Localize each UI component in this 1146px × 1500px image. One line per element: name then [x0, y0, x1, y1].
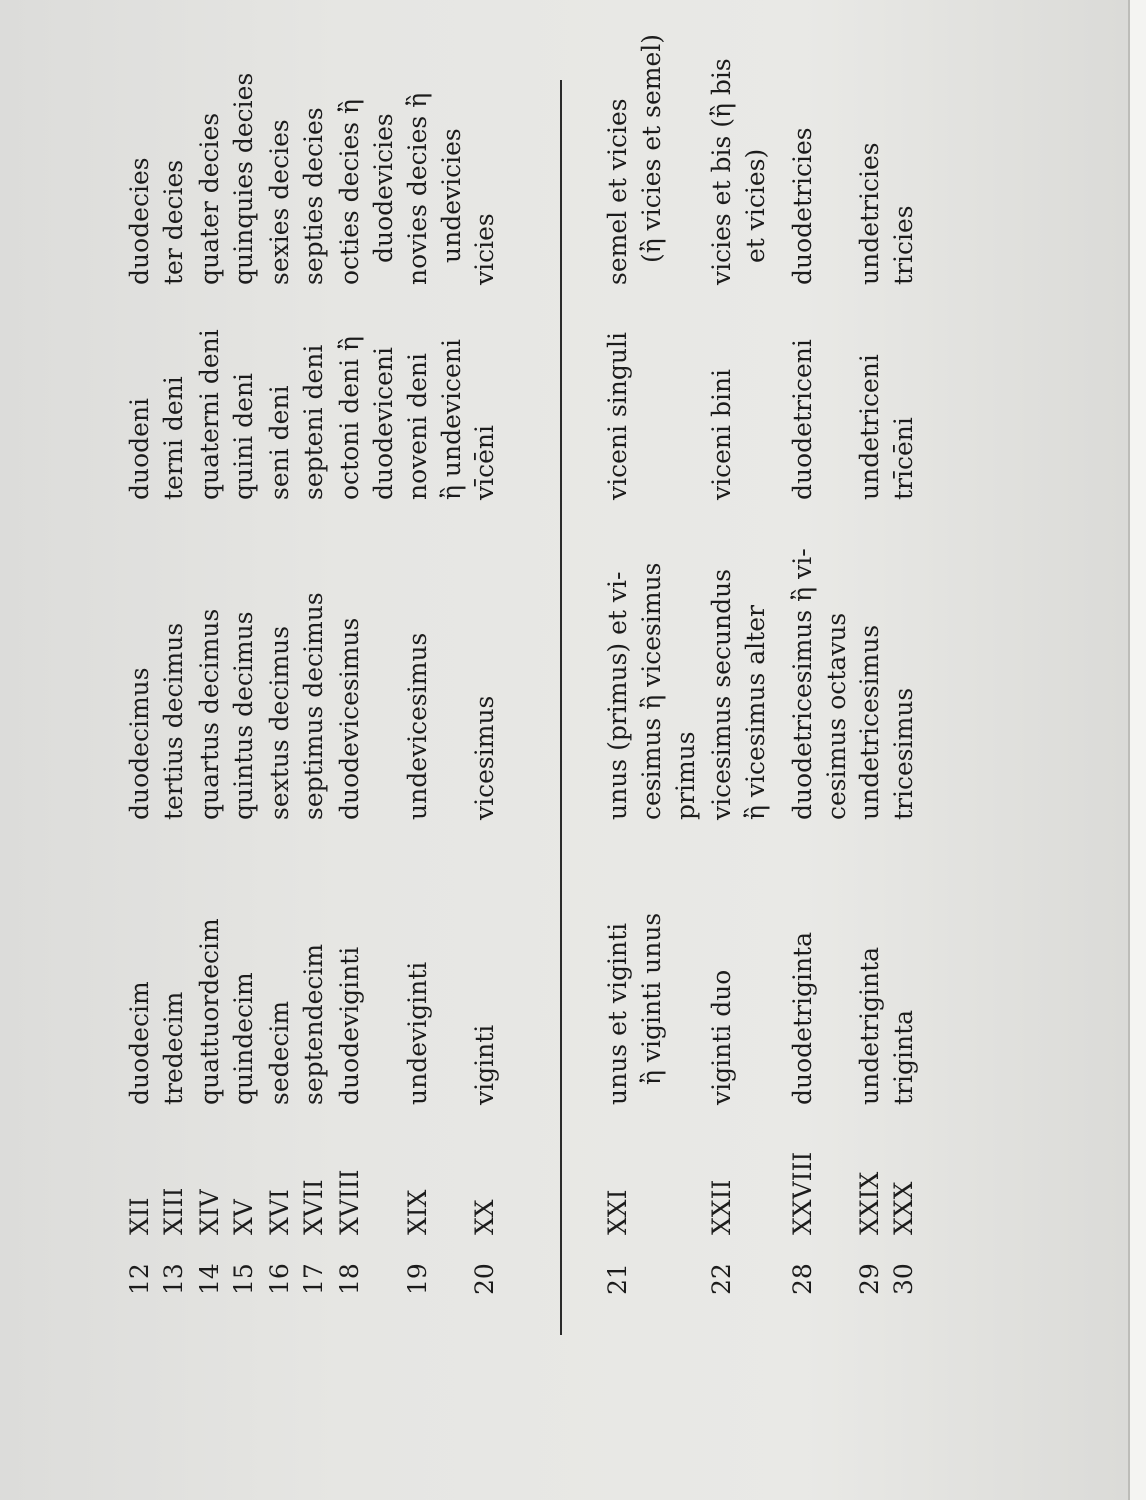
- cell-adverb: quinquies decies: [229, 72, 258, 285]
- cell-distributive: vīcēni: [470, 424, 499, 500]
- cell-roman: XXI: [603, 1189, 632, 1235]
- cell-roman: XVIII: [335, 1169, 364, 1235]
- cell-ordinal: septimus decimus: [299, 592, 328, 820]
- cell-adverb: tricies: [889, 205, 918, 285]
- cell-ordinal: duodevicesimus: [335, 617, 364, 820]
- cell-distributive: noveni deni: [403, 352, 432, 500]
- cell-num: 18: [335, 1263, 364, 1295]
- cell-distributive: quaterni deni: [195, 329, 224, 500]
- cell-ordinal: sextus decimus: [265, 625, 294, 820]
- cell-num: 16: [265, 1263, 294, 1295]
- cell-num: 17: [299, 1263, 328, 1295]
- cell-adverb: octies decies ἢ: [335, 98, 364, 285]
- page-edge: [1128, 0, 1146, 1500]
- cell-cardinal: triginta: [889, 1009, 918, 1105]
- cell-roman: XVII: [299, 1179, 328, 1235]
- cell-num: 30: [889, 1263, 918, 1295]
- cell-roman: XXVIII: [788, 1151, 817, 1235]
- cell-ordinal: quartus decimus: [195, 608, 224, 820]
- cell-distributive: septeni deni: [299, 344, 328, 500]
- cell-roman: XIII: [159, 1187, 188, 1235]
- cell-roman: XXIX: [855, 1171, 884, 1235]
- cell-roman: XII: [125, 1197, 154, 1235]
- cell-cardinal: duodeviginti: [335, 946, 364, 1105]
- cell-ordinal: ἢ vicesimus alter: [741, 605, 770, 820]
- cell-adverb: semel et vicies: [603, 98, 632, 285]
- cell-roman: XIV: [195, 1189, 224, 1235]
- cell-distributive: viceni singuli: [603, 332, 632, 500]
- cell-cardinal: duodecim: [125, 981, 154, 1105]
- cell-cardinal: undeviginti: [403, 961, 432, 1105]
- cell-cardinal: tredecim: [159, 991, 188, 1105]
- cell-roman: XIX: [403, 1189, 432, 1235]
- cell-cardinal: quindecim: [229, 972, 258, 1105]
- cell-num: 12: [125, 1263, 154, 1295]
- cell-num: 14: [195, 1263, 224, 1295]
- cell-roman: XVI: [265, 1189, 294, 1235]
- cell-distributive: undetriceni: [855, 354, 884, 500]
- cell-distributive: trīcēni: [889, 417, 918, 500]
- cell-num: 20: [470, 1263, 499, 1295]
- cell-num: 28: [788, 1263, 817, 1295]
- cell-ordinal: undevicesimus: [403, 632, 432, 820]
- cell-num: 15: [229, 1263, 258, 1295]
- cell-adverb: et vicies): [741, 148, 770, 263]
- cell-roman: XV: [229, 1199, 258, 1235]
- cell-adverb: duodecies: [125, 157, 154, 285]
- cell-adverb: undetricies: [855, 142, 884, 285]
- cell-ordinal: quintus decimus: [229, 611, 258, 820]
- cell-cardinal: septendecim: [299, 943, 328, 1105]
- cell-ordinal: duodetricesimus ἢ vi-: [788, 548, 817, 820]
- cell-adverb: quater decies: [195, 112, 224, 285]
- cell-distributive: viceni bini: [707, 368, 736, 500]
- cell-cardinal: sedecim: [265, 1000, 294, 1105]
- cell-adverb: (ἢ vicies et semel): [637, 33, 666, 263]
- cell-adverb: ter decies: [159, 159, 188, 285]
- cell-adverb: novies decies ἢ: [403, 92, 432, 285]
- cell-adverb: septies decies: [299, 107, 328, 285]
- cell-ordinal: undetricesimus: [855, 624, 884, 820]
- cell-ordinal: cesimus ἢ vicesimus: [637, 562, 666, 820]
- cell-distributive: octoni deni ἢ: [335, 335, 364, 500]
- cell-roman: XXII: [707, 1179, 736, 1235]
- cell-num: 21: [603, 1263, 632, 1295]
- cell-cardinal: ἢ viginti unus: [637, 912, 666, 1085]
- cell-ordinal: unus (primus) et vi-: [603, 571, 632, 820]
- cell-adverb: sexies decies: [265, 119, 294, 285]
- section-divider: [560, 80, 562, 1335]
- cell-num: 29: [855, 1263, 884, 1295]
- cell-distributive: quini deni: [229, 372, 258, 500]
- cell-ordinal: vicesimus secundus: [707, 568, 736, 820]
- cell-cardinal: unus et viginti: [603, 922, 632, 1105]
- cell-ordinal: tricesimus: [889, 687, 918, 820]
- cell-distributive: terni deni: [159, 376, 188, 500]
- cell-distributive: duodeni: [125, 397, 154, 500]
- cell-cardinal: viginti duo: [707, 969, 736, 1105]
- cell-adverb: vicies: [470, 213, 499, 285]
- cell-distributive: duodetriceni: [788, 339, 817, 500]
- cell-roman: XXX: [889, 1181, 918, 1235]
- cell-ordinal: vicesimus: [470, 695, 499, 820]
- cell-ordinal: tertius decimus: [159, 622, 188, 820]
- cell-adverb: duodevicies: [369, 113, 398, 263]
- cell-adverb: vicies et bis (ἢ bis: [707, 58, 736, 285]
- cell-distributive: seni deni: [265, 385, 294, 500]
- cell-ordinal: primus: [671, 731, 700, 820]
- cell-num: 22: [707, 1263, 736, 1295]
- cell-num: 19: [403, 1263, 432, 1295]
- cell-distributive: ἢ undeviceni: [437, 339, 466, 500]
- cell-ordinal: cesimus octavus: [822, 612, 851, 820]
- cell-cardinal: duodetriginta: [788, 932, 817, 1105]
- cell-cardinal: undetriginta: [855, 946, 884, 1105]
- cell-adverb: duodetricies: [788, 127, 817, 285]
- cell-num: 13: [159, 1263, 188, 1295]
- cell-ordinal: duodecimus: [125, 667, 154, 820]
- cell-cardinal: quattuordecim: [195, 918, 224, 1105]
- cell-cardinal: viginti: [470, 1024, 499, 1105]
- cell-distributive: duodeviceni: [369, 347, 398, 500]
- cell-adverb: undevicies: [437, 128, 466, 263]
- cell-roman: XX: [470, 1199, 499, 1235]
